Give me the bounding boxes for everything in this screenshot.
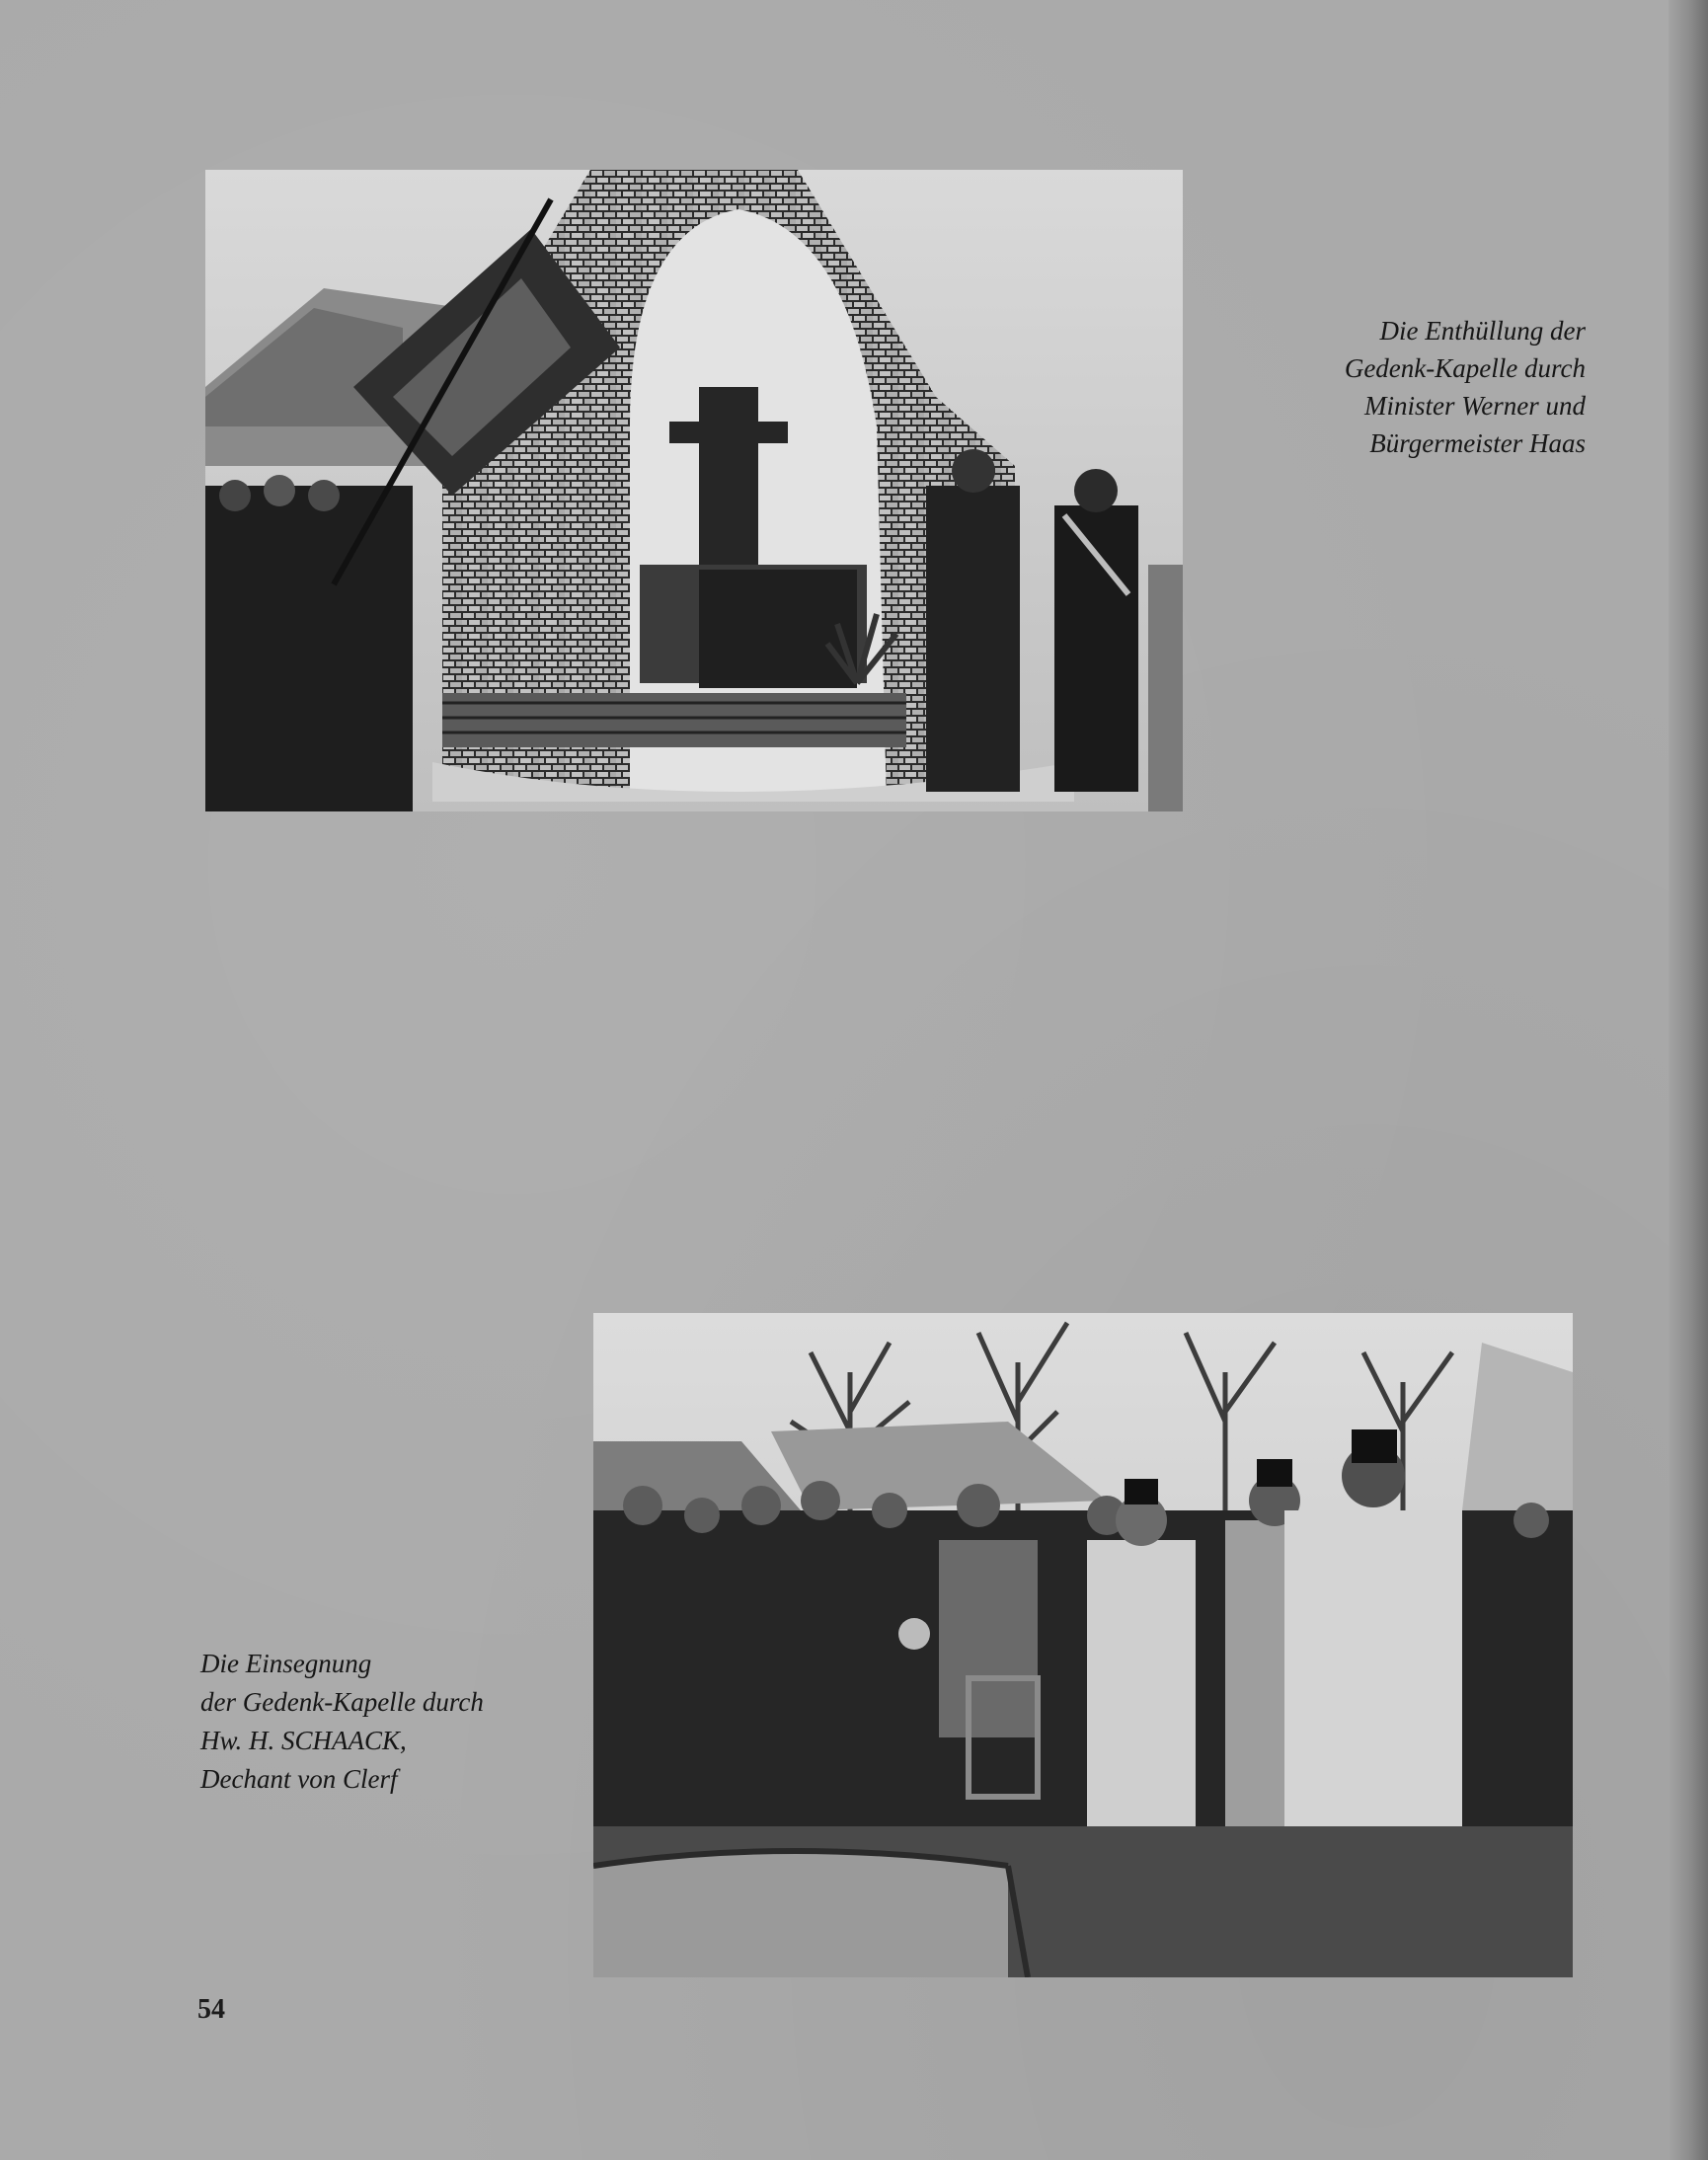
caption-line: der Gedenk-Kapelle durch: [200, 1687, 484, 1717]
caption-line: Bürgermeister Haas: [1369, 428, 1586, 458]
page-number: 54: [197, 1994, 225, 2025]
book-gutter-shadow: [1669, 0, 1708, 2160]
caption-line: Dechant von Clerf: [200, 1764, 398, 1794]
photo-chapel-consecration: [593, 1313, 1573, 1977]
caption-line: Die Enthüllung der: [1379, 316, 1586, 346]
caption-line: Hw. H. SCHAACK,: [200, 1726, 407, 1755]
photo-chapel-consecration-image: [593, 1313, 1573, 1977]
photo-chapel-unveiling-image: [205, 170, 1183, 811]
caption-line: Gedenk-Kapelle durch: [1344, 353, 1586, 383]
caption-chapel-consecration: [200, 1645, 484, 1799]
caption-line: Minister Werner und: [1364, 391, 1586, 421]
caption-line: Die Einsegnung: [200, 1649, 372, 1678]
photo-chapel-unveiling: [205, 170, 1183, 811]
caption-chapel-unveiling: [1345, 312, 1586, 462]
